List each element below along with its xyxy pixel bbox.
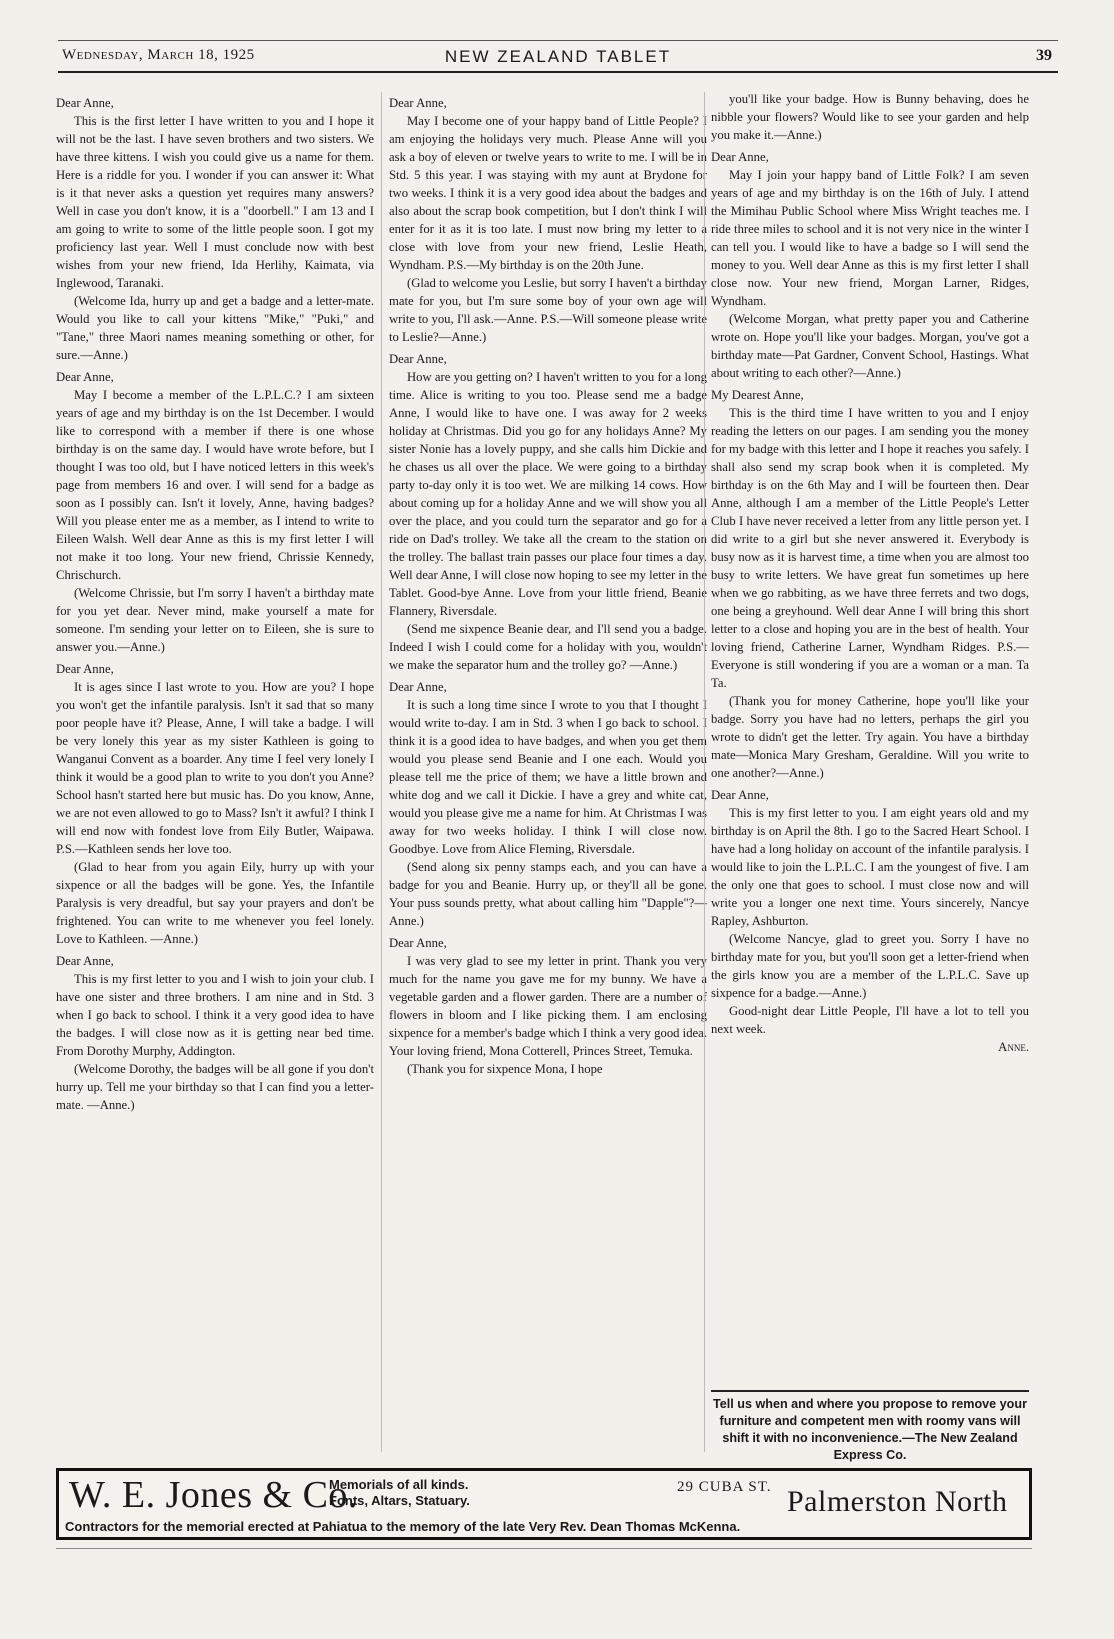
advert-tagline [329, 1477, 470, 1509]
page-number: 39 [1036, 47, 1052, 64]
editor-signoff: Anne. [998, 1040, 1029, 1054]
letter-salutation: Dear Anne, [711, 150, 769, 164]
letter-paragraph: (Welcome Morgan, what pretty paper you and Catherine wrote on. Hope you'll like your badges. Morgan, you've got a birthday mate—Pat Gardner, Convent School, Hastings. What about writing to each other?—Anne.) [711, 312, 1029, 380]
column-3 [711, 90, 1029, 1390]
express-co-notice: Tell us when and where you propose to remove your furniture and competent men with roomy vans will shift it with no inconvenience.—The New Zealand Express Co. [711, 1390, 1029, 1464]
advert-contract-line: Contractors for the memorial erected at Pahiatua to the memory of the late Very Rev. Dean Thomas McKenna. [65, 1519, 741, 1534]
jones-advertisement [56, 1468, 1032, 1540]
column-2 [389, 90, 707, 1455]
letter-salutation: Dear Anne, [389, 352, 447, 366]
advert-firm-name: W. E. Jones & Co. [69, 1474, 358, 1516]
letter-paragraph: May I become one of your happy band of Little People? I am enjoying the holidays very much. Please Anne will you ask a boy of eleven or twelve years to write to me. I will be in Std. 5 this year. I was staying with my aunt at Brydone for two weeks. I think it is a very good idea about the badges and also about the scrap book competition, but I don't think I will enter for it as it is too late. I must now bring my letter to a close with love from your new friend, Leslie Heath, Wyndham. P.S.—My birthday is on the 20th June. [389, 114, 707, 272]
letter-paragraph: (Send me sixpence Beanie dear, and I'll send you a badge. Indeed I wish I could come for a holiday with you, wouldn't we make the separator hum and the trolley go? —Anne.) [389, 622, 707, 672]
letter-paragraph: (Welcome Nancye, glad to greet you. Sorry I have no birthday mate for you, but you'll soon get a letter-friend when the girls know you are a member of the L.P.L.C. Save up sixpence for a badge.—Anne.) [711, 932, 1029, 1000]
letter-continuation: you'll like your badge. How is Bunny behaving, does he nibble your flowers? Would like to see your garden and help you make it.—Anne.) [711, 92, 1029, 142]
letter-paragraph: I was very glad to see my letter in print. Thank you very much for the name you gave me for my bunny. We have a vegetable garden and a flower garden. There are a number of flowers in bloom and I like picking them. I am enclosing sixpence for a member's badge which I think a very good idea. Your loving friend, Mona Cotterell, Princes Street, Temuka. [389, 954, 707, 1058]
letter-paragraph: It is such a long time since I wrote to you that I thought I would write to-day. I am in Std. 3 when I go back to school. I think it is a good idea to have badges, and when you get them would you please send Beanie and I one each. Would you please tell me the price of them; we have a little brown and white dog and we call it Dickie. I have a grey and white cat, would you please give me a name for him. At Christmas I was away for two weeks holiday. I think I will close now. Goodbye. Love from Alice Fleming, Riversdale. [389, 698, 707, 856]
issue-date: Wednesday, March 18, 1925 [62, 47, 255, 63]
letter-paragraph: This is the first letter I have written to you and I hope it will not be the last. I have seven brothers and two sisters. We have three kittens. I wish you could give us a name for them. Here is a riddle for you. I wonder if you can answer it: What is it that never asks a question yet requires many answers? Well in case you don't know, it is a "doorbell." I am 13 and I am going to write to some of the little people soon. I got my proficiency last year. Well I must conclude now with best wishes from your new friend, Ida Herlihy, Kaimata, via Inglewood, Taranaki. [56, 114, 374, 290]
advert-address: 29 CUBA ST. [677, 1479, 772, 1495]
letter-paragraph: (Welcome Dorothy, the badges will be all gone if you don't hurry up. Tell me your birthday so that I can find you a letter-mate. —Anne.) [56, 1062, 374, 1112]
advert-town: Palmerston North [787, 1485, 1008, 1518]
letter-paragraph: How are you getting on? I haven't written to you for a long time. Alice is writing to you too. Please send me a badge Anne, I would like to have one. I was away for 2 weeks holiday at Christmas. Did you go for any holidays Anne? My sister Nonie has a lovely puppy, and she calls him Dickie and he chases us all over the place. We were going to a birthday party to-day only it is too wet. We are milking 14 cows. How about coming up for a holiday Anne and we will show you all over the place, and you could turn the separator and go for a ride on Dad's trolley. We take all the cream to the station on the trolley. The ballast train passes our place four times a day. Well dear Anne, I will close now hoping to see my letter in the Tablet. Good-bye Anne. Love from your little friend, Beanie Flannery, Riversdale. [389, 370, 707, 618]
letter-paragraph: This is my first letter to you and I wish to join your club. I have one sister and three brothers. I am nine and in Std. 3 when I go back to school. I think it a very good idea to have the badges. I will close now as it is getting near bed time. From Dorothy Murphy, Addington. [56, 972, 374, 1058]
letter-paragraph: Good-night dear Little People, I'll have a lot to tell you next week. [711, 1004, 1029, 1036]
column-divider [704, 92, 705, 1452]
advert-tagline-line: Memorials of all kinds. [329, 1477, 469, 1492]
bottom-rule [56, 1548, 1032, 1549]
letter-paragraph: (Thank you for money Catherine, hope you'll like your badge. Sorry you have had no letters, perhaps the girl you wrote to didn't get the letter. Try again. You have a birthday mate—Monica Mary Gresham, Geraldine. Will you write to one another?—Anne.) [711, 694, 1029, 780]
letter-salutation: Dear Anne, [389, 936, 447, 950]
letter-paragraph: (Glad to welcome you Leslie, but sorry I haven't a birthday mate for you, but I'm sure some boy of your own age will write to you, I'll ask.—Anne. P.S.—Will someone please write to Leslie?—Anne.) [389, 276, 707, 344]
letter-paragraph: This is the third time I have written to you and I enjoy reading the letters on our pages. I am sending you the money for my badge with this letter and I hope it reaches you safely. I shall also send my scrap book when it is completed. My birthday is on the 6th May and I will be fourteen then. Dear Anne, although I am a member of the Little People's Letter Club I have never received a letter from any little person yet. I did write to a girl but she never answered it. Everybody is busy now as it is harvest time, a time when you are almost too busy to write letters. We have great fun sometimes up here when we go rabbiting, as we have three ferrets and two dogs, one being a greyhound. Well dear Anne I will bring this short letter to a close and hoping you are in the best of health. Your loving friend, Catherine Larner, Wyndham Ridges. P.S.—Everyone is still wondering if you are a woman or a man. Ta Ta. [711, 406, 1029, 690]
letter-salutation: Dear Anne, [389, 96, 447, 110]
letter-paragraph: (Glad to hear from you again Eily, hurry up with your sixpence or all the badges will be gone. Yes, the Infantile Paralysis is very dreadful, but say your prayers and don't be frightened. You can write to me whenever you feel lonely. Love to Kathleen. —Anne.) [56, 860, 374, 946]
letter-salutation: Dear Anne, [56, 370, 114, 384]
column-divider [381, 92, 382, 1452]
letter-paragraph: (Thank you for sixpence Mona, I hope [407, 1062, 603, 1076]
letter-paragraph: May I become a member of the L.P.L.C.? I am sixteen years of age and my birthday is on the 1st December. I would like to correspond with a member if there is one whose birthday is on the same day. I would have wrote before, but I thought I was too old, but I have noticed letters in this week's page from members 16 and over. I will send for a badge as soon as I possibly can. Isn't it lovely, Anne, having badges? Will you please enter me as a member, as I intend to write to Eileen Walsh. Well dear Anne as this is my first letter I will not make it too long. Your new friend, Chrissie Kennedy, Chrischurch. [56, 388, 374, 582]
masthead [58, 40, 1058, 73]
letter-salutation: Dear Anne, [56, 96, 114, 110]
letter-paragraph: (Welcome Ida, hurry up and get a badge and a letter-mate. Would you like to call your kittens "Mike," "Puki," and "Tane," three Maori names meaning something or other, for sure.—Anne.) [56, 294, 374, 362]
letter-salutation: My Dearest Anne, [711, 388, 804, 402]
column-1 [56, 90, 374, 1455]
letter-paragraph: (Welcome Chrissie, but I'm sorry I haven't a birthday mate for you yet dear. Never mind, make yourself a mate for someone. I'm sending your letter on to Eileen, she is sure to answer you.—Anne.) [56, 586, 374, 654]
letter-paragraph: (Send along six penny stamps each, and you can have a badge for you and Beanie. Hurry up, or they'll all be gone. Your puss sounds pretty, what about calling him "Dapple"?—Anne.) [389, 860, 707, 928]
letter-salutation: Dear Anne, [56, 662, 114, 676]
advert-tagline-line: Fonts, Altars, Statuary. [329, 1493, 470, 1508]
letter-salutation: Dear Anne, [389, 680, 447, 694]
letter-paragraph: This is my first letter to you. I am eight years old and my birthday is on April the 8th. I go to the Sacred Heart School. I have had a long holiday on account of the infantile paralysis. I would like to join the L.P.L.C. I am the youngest of five. I am the only one that goes to school. I must close now and will write you a longer one next time. Yours sincerely, Nancye Rapley, Ashburton. [711, 806, 1029, 928]
letter-paragraph: It is ages since I last wrote to you. How are you? I hope you won't get the infantile paralysis. Isn't it sad that so many poor people have it? Please, Anne, I will take a badge. I will be very lonely this year as my sister Kathleen is going to Wanganui Convent as a boarder. Any time I feel very lonely I think it would be a good plan to write to you don't you Anne? School hasn't started here but music has. Do you know, Anne, we are not even allowed to go to Mass? Isn't it awful? I think I will end now with fondest love from Eily Butler, Waipawa. P.S.—Kathleen sends her love too. [56, 680, 374, 856]
letter-paragraph: May I join your happy band of Little Folk? I am seven years of age and my birthday is on the 16th of July. I attend the Mimihau Public School where Miss Wright teaches me. I ride three miles to school and it is not very nice in the winter I can tell you. I would like to have a badge so I will send the money to you. Well dear Anne as this is my first letter I shall close now. Your new friend, Morgan Larner, Ridges, Wyndham. [711, 168, 1029, 308]
newspaper-title: NEW ZEALAND TABLET [444, 47, 672, 66]
letter-salutation: Dear Anne, [56, 954, 114, 968]
letter-salutation: Dear Anne, [711, 788, 769, 802]
